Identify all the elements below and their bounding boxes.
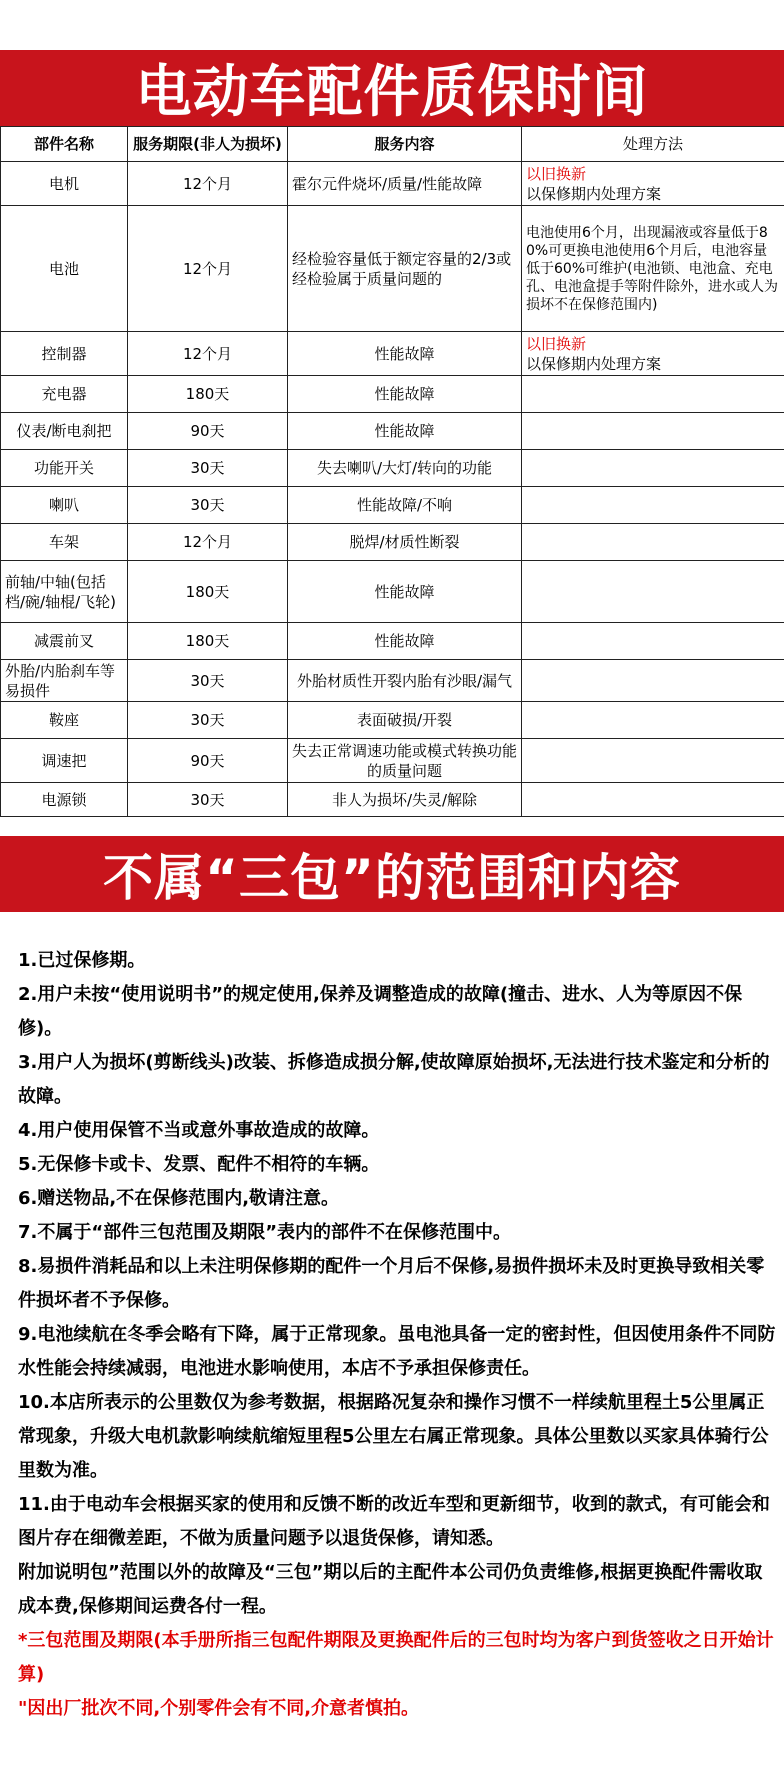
exclusions-title-banner [0, 836, 784, 912]
handling-method [522, 450, 784, 487]
part-name: 前轴/中轴(包括档/碗/轴棍/飞轮) [1, 561, 128, 623]
part-name: 功能开关 [1, 450, 128, 487]
batch-difference-note: "因出厂批次不同,个别零件会有不同,介意者慎拍。 [18, 1698, 420, 1719]
service-content: 非人为损坏/失灵/解除 [288, 783, 522, 817]
service-content: 性能故障 [288, 561, 522, 623]
service-content: 表面破损/开裂 [288, 702, 522, 739]
exclusions-list [18, 944, 778, 1726]
table-row [1, 524, 784, 561]
service-period: 180天 [128, 376, 288, 413]
table-row [1, 450, 784, 487]
exclusions-title: 不属“三包”的范围和内容 [103, 849, 681, 907]
service-content: 失去喇叭/大灯/转向的功能 [288, 450, 522, 487]
service-content: 性能故障 [288, 376, 522, 413]
table-row [1, 206, 784, 332]
exclusion-item: 8.易损件消耗品和以上未注明保修期的配件一个月后不保修,易损件损坏未及时更换导致相关零件损坏者不予保修。 [18, 1256, 765, 1311]
service-content: 霍尔元件烧坏/质量/性能故障 [288, 162, 522, 206]
service-content: 性能故障 [288, 623, 522, 660]
service-period: 180天 [128, 561, 288, 623]
part-name: 外胎/内胎刹车等易损件 [1, 660, 128, 702]
warranty-period-note: *三包范围及期限(本手册所指三包配件期限及更换配件后的三包时均为客户到货签收之日开始计算) [18, 1630, 774, 1685]
service-period: 90天 [128, 739, 288, 783]
part-name: 调速把 [1, 739, 128, 783]
part-name: 鞍座 [1, 702, 128, 739]
handling-method [522, 376, 784, 413]
exclusion-item: 3.用户人为损坏(剪断线头)改装、拆修造成损分解,使故障原始损坏,无法进行技术鉴定和分析的故障。 [18, 1052, 770, 1107]
part-name: 电源锁 [1, 783, 128, 817]
handling-method [522, 487, 784, 524]
service-period: 30天 [128, 450, 288, 487]
service-period: 30天 [128, 783, 288, 817]
header-part-name: 部件名称 [1, 127, 128, 162]
service-content: 失去正常调速功能或模式转换功能的质量问题 [288, 739, 522, 783]
exclusion-item: 1.已过保修期。 [18, 950, 146, 971]
service-content: 脱焊/材质性断裂 [288, 524, 522, 561]
handling-method [522, 660, 784, 702]
service-period: 12个月 [128, 162, 288, 206]
service-period: 30天 [128, 660, 288, 702]
header-service-period: 服务期限(非人为损坏) [128, 127, 288, 162]
handling-method [522, 413, 784, 450]
part-name: 仪表/断电刹把 [1, 413, 128, 450]
table-header-row [1, 127, 784, 162]
table-row [1, 561, 784, 623]
table-row [1, 623, 784, 660]
part-name: 充电器 [1, 376, 128, 413]
table-row [1, 413, 784, 450]
handling-method [522, 162, 784, 206]
exclusion-item: 5.无保修卡或卡、发票、配件不相符的车辆。 [18, 1154, 380, 1175]
exclusion-item: 4.用户使用保管不当或意外事故造成的故障。 [18, 1120, 380, 1141]
table-row [1, 783, 784, 817]
part-name: 减震前叉 [1, 623, 128, 660]
service-content: 经检验容量低于额定容量的2/3或经检验属于质量问题的 [288, 206, 522, 332]
warranty-table [0, 126, 784, 817]
warranty-title-banner [0, 50, 784, 126]
header-service-content: 服务内容 [288, 127, 522, 162]
service-period: 12个月 [128, 524, 288, 561]
handling-method [522, 702, 784, 739]
service-content: 性能故障 [288, 332, 522, 376]
table-row [1, 487, 784, 524]
table-row [1, 332, 784, 376]
handling-method: 电池使用6个月，出现漏液或容量低于80%可更换电池使用6个月后，电池容量低于60%可维护(电池锁、电池盒、充电孔、电池盒提手等附件除外，进水或人为损坏不在保修范围内) [522, 206, 784, 332]
exclusion-item: 6.赠送物品,不在保修范围内,敬请注意。 [18, 1188, 340, 1209]
warranty-title: 电动车配件质保时间 [135, 60, 649, 125]
service-content: 性能故障/不响 [288, 487, 522, 524]
method-text: 以保修期内处理方案 [526, 354, 662, 373]
part-name: 控制器 [1, 332, 128, 376]
exclusion-item: 10.本店所表示的公里数仅为参考数据，根据路况复杂和操作习惯不一样续航里程土5公里属正常现象，升级大电机款影响续航缩短里程5公里左右属正常现象。具体公里数以买家具体骑行公里数为准。 [18, 1392, 769, 1481]
service-period: 30天 [128, 487, 288, 524]
exclusion-item: 9.电池续航在冬季会略有下降，属于正常现象。虽电池具备一定的密封性，但因使用条件不同防水性能会持续减弱，电池进水影响使用，本店不予承担保修责任。 [18, 1324, 776, 1379]
part-name: 电机 [1, 162, 128, 206]
table-row [1, 376, 784, 413]
additional-note: 附加说明包”范围以外的故障及“三包”期以后的主配件本公司仍负责维修,根据更换配件需收取成本费,保修期间运费各付一程。 [18, 1562, 763, 1617]
service-period: 30天 [128, 702, 288, 739]
method-highlight: 以旧换新 [526, 164, 587, 183]
handling-method [522, 783, 784, 817]
table-row [1, 162, 784, 206]
method-text: 以保修期内处理方案 [526, 184, 662, 203]
part-name: 车架 [1, 524, 128, 561]
service-content: 性能故障 [288, 413, 522, 450]
table-row [1, 739, 784, 783]
part-name: 喇叭 [1, 487, 128, 524]
service-period: 90天 [128, 413, 288, 450]
handling-method [522, 623, 784, 660]
exclusion-item: 7.不属于“部件三包范围及期限”表内的部件不在保修范围中。 [18, 1222, 512, 1243]
exclusion-item: 11.由于电动车会根据买家的使用和反馈不断的改近车型和更新细节，收到的款式，有可能会和图片存在细微差距，不做为质量问题予以退货保修，请知悉。 [18, 1494, 770, 1549]
handling-method [522, 739, 784, 783]
header-handling-method: 处理方法 [522, 127, 784, 162]
table-row [1, 660, 784, 702]
handling-method [522, 332, 784, 376]
exclusion-item: 2.用户未按“使用说明书”的规定使用,保养及调整造成的故障(撞击、进水、人为等原因不保修)。 [18, 984, 743, 1039]
service-period: 12个月 [128, 332, 288, 376]
table-row [1, 702, 784, 739]
handling-method [522, 524, 784, 561]
method-highlight: 以旧换新 [526, 334, 587, 353]
part-name: 电池 [1, 206, 128, 332]
handling-method [522, 561, 784, 623]
service-period: 12个月 [128, 206, 288, 332]
service-period: 180天 [128, 623, 288, 660]
service-content: 外胎材质性开裂内胎有沙眼/漏气 [288, 660, 522, 702]
